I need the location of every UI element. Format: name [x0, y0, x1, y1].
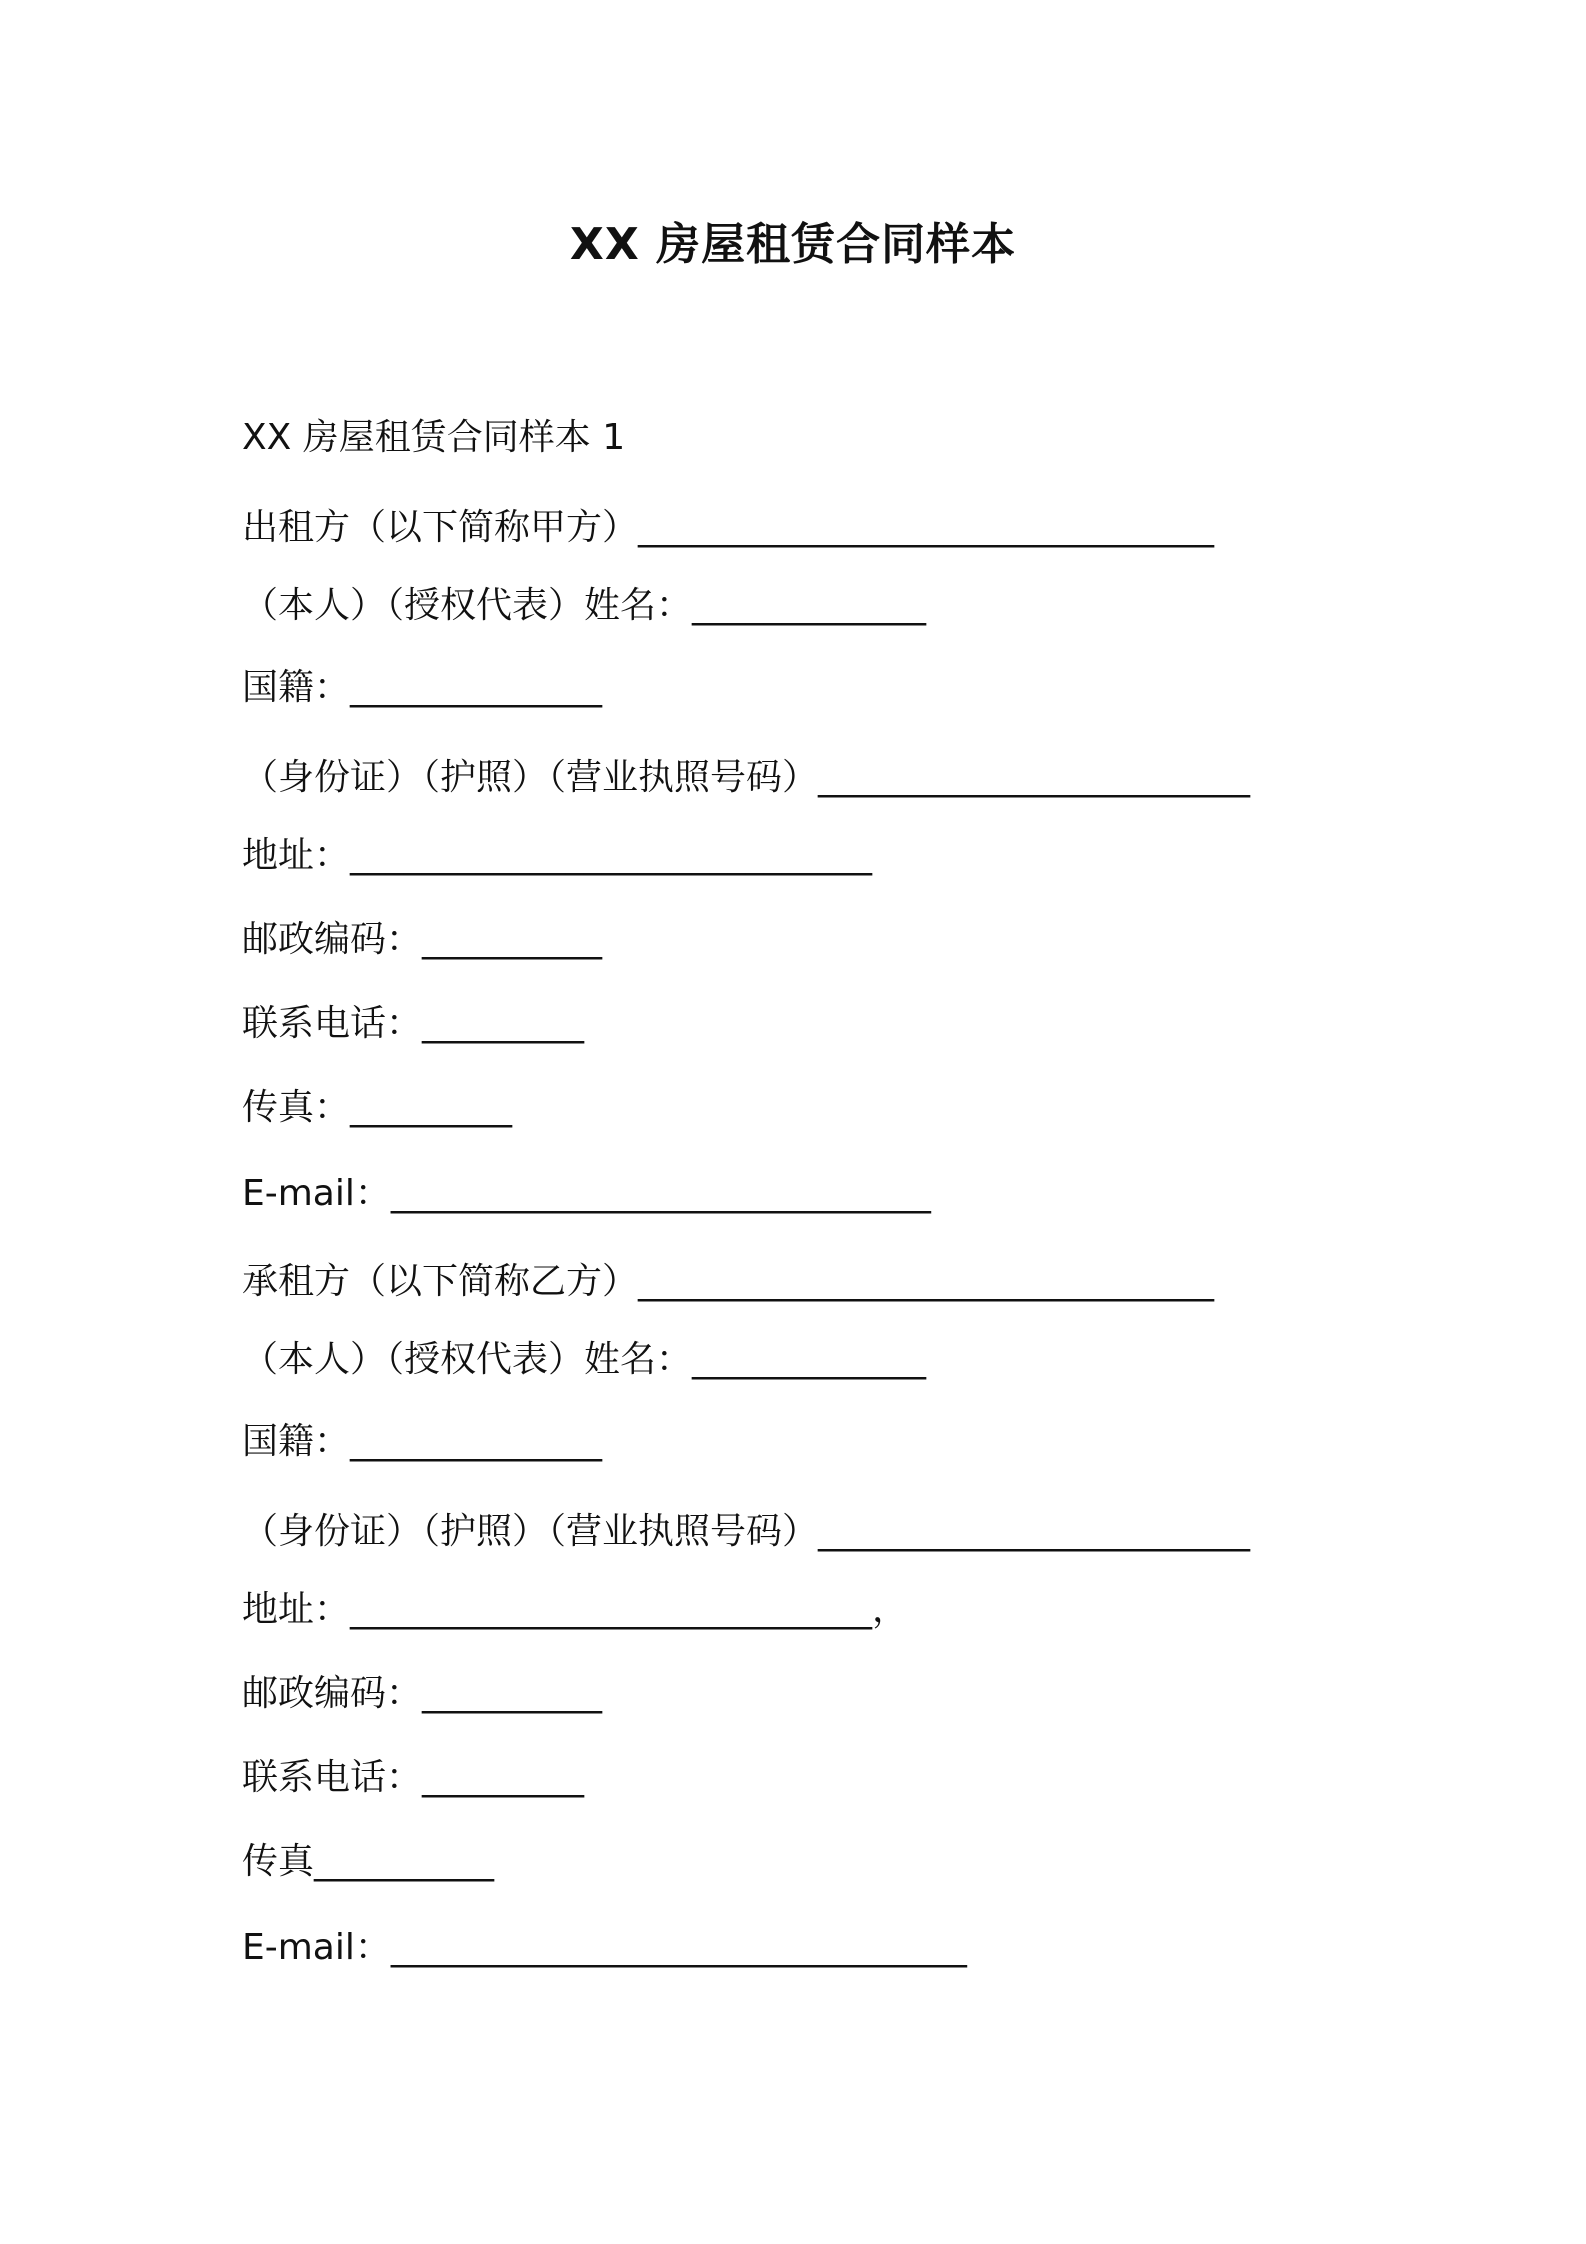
- lessor-phone-line: 联系电话：_________: [242, 1003, 585, 1044]
- document-title: XX 房屋租赁合同样本: [569, 219, 1017, 270]
- lessor-name-line: （本人）（授权代表）姓名：_____________: [242, 585, 927, 626]
- lessor-fax-line: 传真：_________: [242, 1087, 513, 1128]
- lessee-name-line: （本人）（授权代表）姓名：_____________: [242, 1339, 927, 1380]
- contract-subtitle: XX 房屋租赁合同样本 1: [242, 417, 626, 458]
- lessee-nationality-line: 国籍：______________: [242, 1421, 603, 1462]
- lessee-id-line: （身份证）（护照）（营业执照号码）________________________: [242, 1511, 1251, 1552]
- lessee-line: 承租方（以下简称乙方）________________________________: [242, 1261, 1215, 1302]
- lessor-nationality-line: 国籍：______________: [242, 667, 603, 708]
- lessee-phone-line: 联系电话：_________: [242, 1757, 585, 1798]
- lessor-id-line: （身份证）（护照）（营业执照号码）________________________: [242, 757, 1251, 798]
- lessee-email-line: E-mail：________________________________: [242, 1927, 967, 1968]
- lessor-email-line: E-mail：______________________________: [242, 1173, 931, 1214]
- lessor-postcode-line: 邮政编码：__________: [242, 919, 603, 960]
- lessee-postcode-line: 邮政编码：__________: [242, 1673, 603, 1714]
- lessor-line: 出租方（以下简称甲方）________________________________: [242, 507, 1215, 548]
- lessee-fax-line: 传真__________: [242, 1841, 495, 1882]
- lessee-address-line: 地址：_____________________________，: [242, 1589, 909, 1630]
- lessor-address-line: 地址：_____________________________: [242, 835, 873, 876]
